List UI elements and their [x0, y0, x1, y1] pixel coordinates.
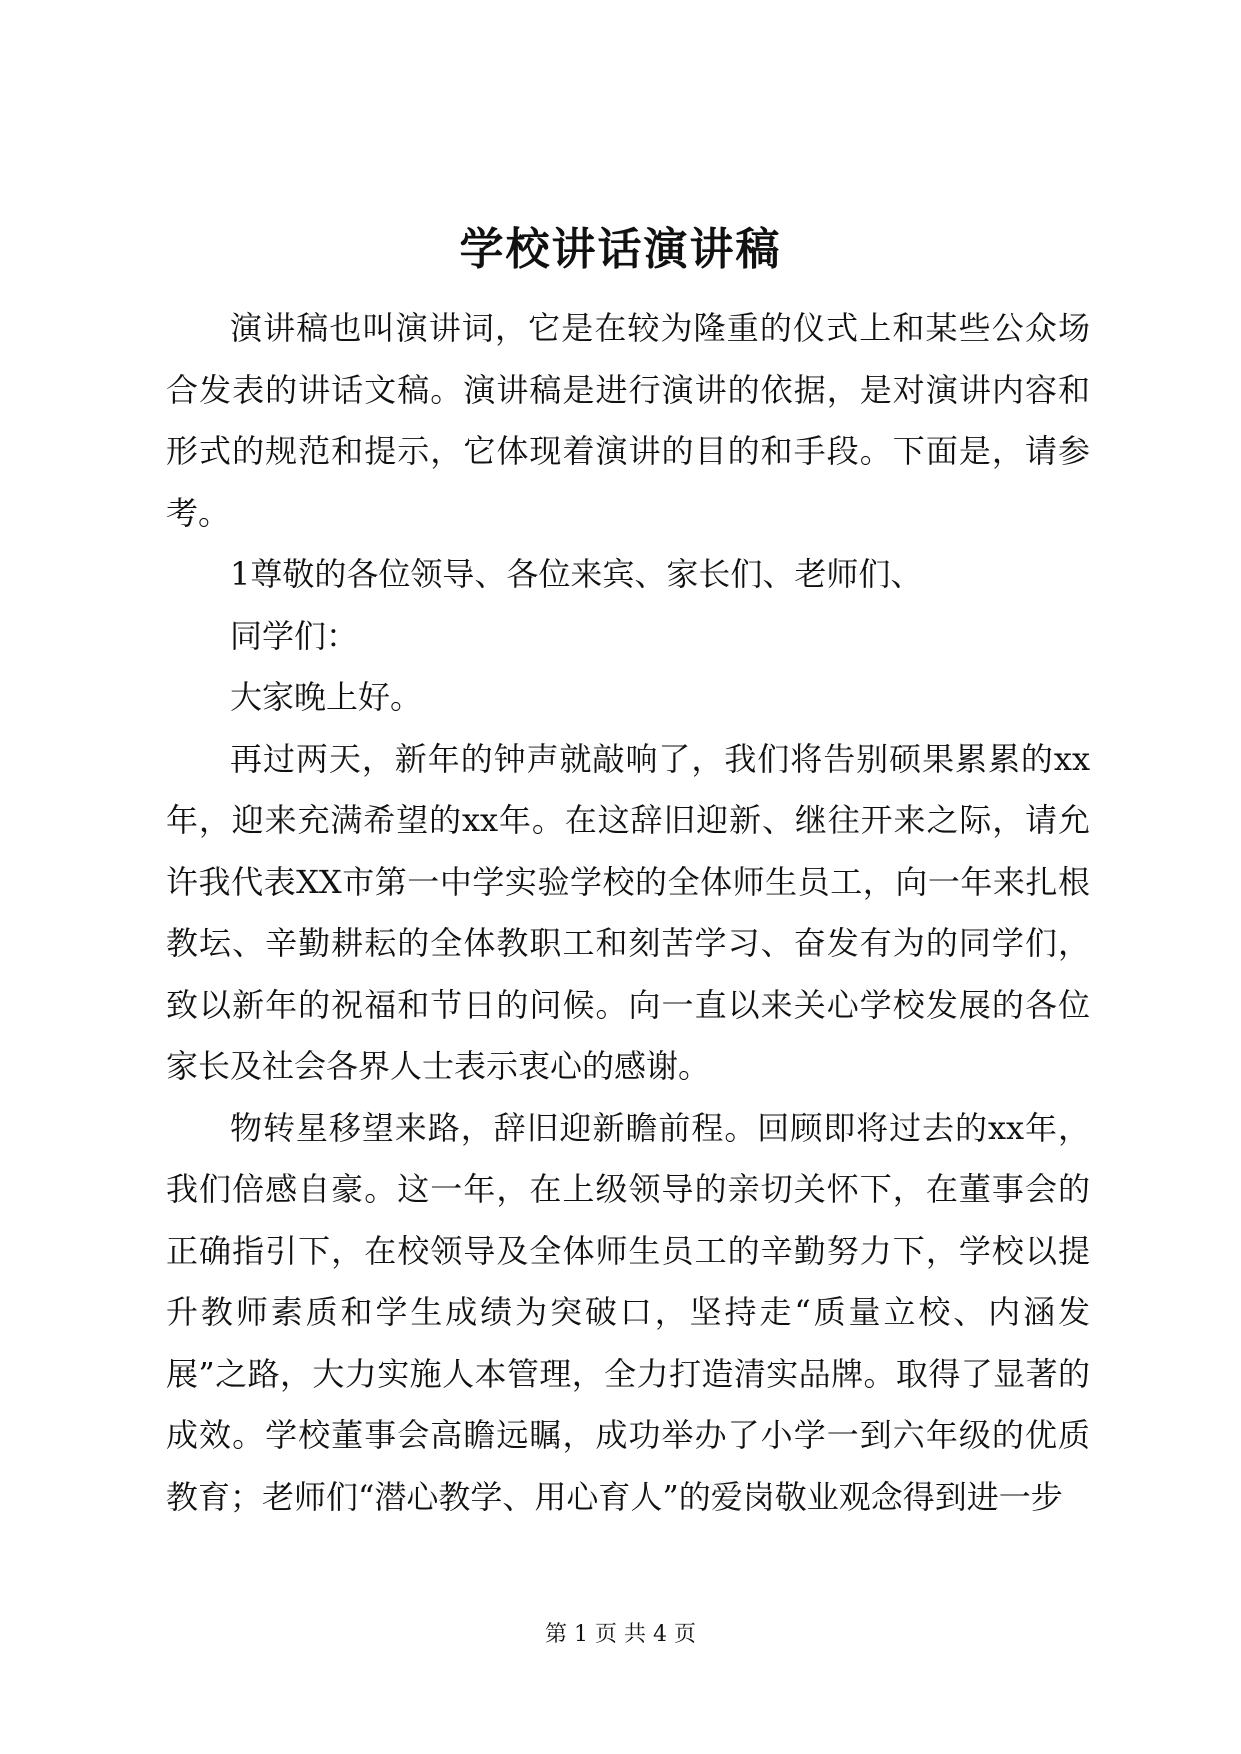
document-body [166, 298, 1090, 1528]
paragraph-new-year: 再过两天，新年的钟声就敲响了，我们将告别硕果累累的xx年，迎来充满希望的xx年。在这辞旧迎新、继往开来之际，请允许我代表XX市第一中学实验学校的全体师生员工，向一年来扎根教坛、辛勤耕耘的全体教职工和刻苦学习、奋发有为的同学们，致以新年的祝福和节日的问候。向一直以来关心学校发展的各位家长及社会各界人士表示衷心的感谢。 [166, 739, 1090, 1085]
paragraph-classmates: 同学们： [230, 616, 359, 655]
paragraph-intro: 演讲稿也叫演讲词，它是在较为隆重的仪式上和某些公众场合发表的讲话文稿。演讲稿是进行演讲的依据，是对演讲内容和形式的规范和提示，它体现着演讲的目的和手段。下面是，请参考。 [166, 309, 1090, 532]
document-title: 学校讲话演讲稿 [459, 224, 782, 275]
paragraph-review: 物转星移望来路，辞旧迎新瞻前程。回顾即将过去的xx年，我们倍感自豪。这一年，在上级领导的亲切关怀下，在董事会的正确指引下，在校领导及全体师生员工的辛勤努力下，学校以提升教师素质和学生成绩为突破口，坚持走“质量立校、内涵发展”之路，大力实施人本管理，全力打造清实品牌。取得了显著的成效。学校董事会高瞻远瞩，成功举办了小学一到六年级的优质教育；老师们“潜心教学、用心育人”的爱岗敬业观念得到进一步 [166, 1108, 1090, 1516]
page-footer: 第 1 页 共 4 页 [545, 1622, 696, 1647]
paragraph-salutation: 1尊敬的各位领导、各位来宾、家长们、老师们、 [230, 555, 923, 593]
paragraph-greeting: 大家晚上好。 [230, 678, 423, 716]
